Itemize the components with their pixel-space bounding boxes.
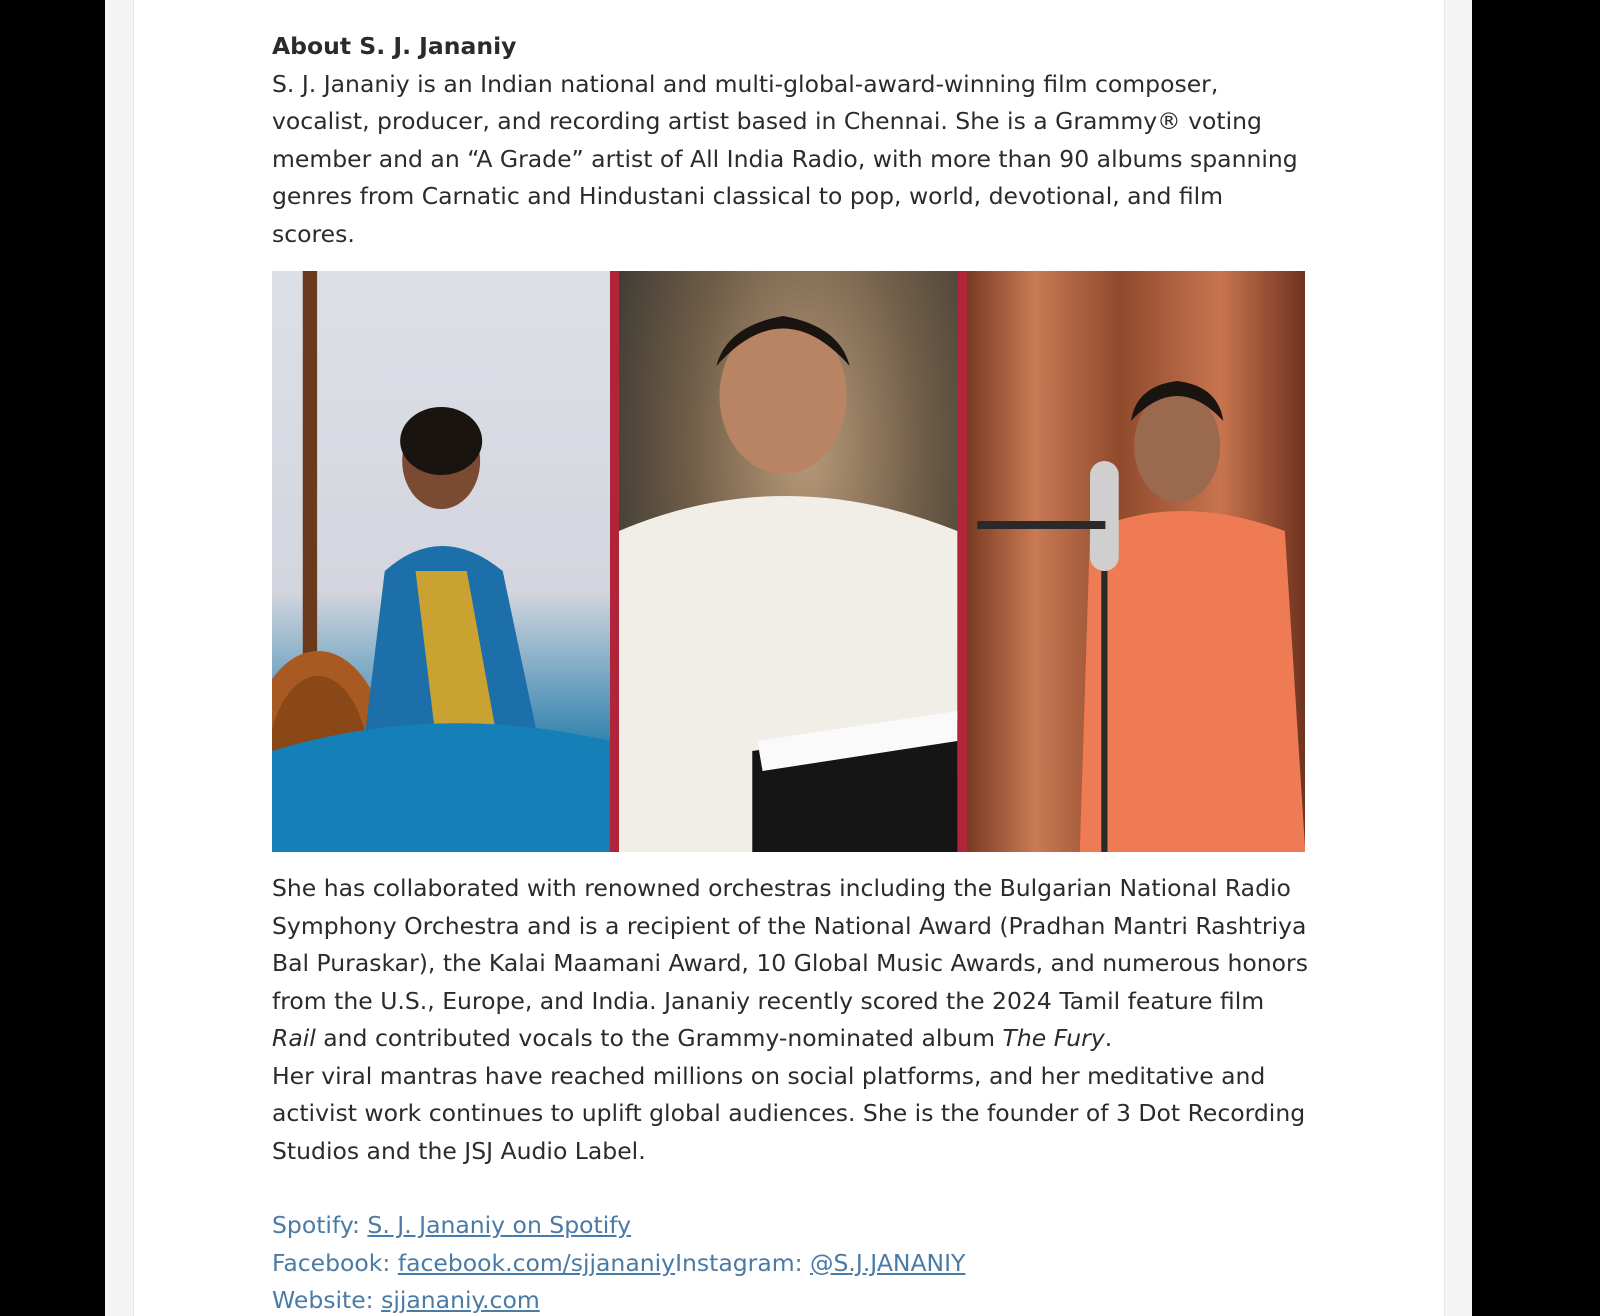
facebook-instagram-line	[272, 1245, 1312, 1283]
page-background	[105, 0, 1472, 1316]
bio-paragraph	[272, 870, 1312, 1058]
tanpura-portrait-illustration	[272, 271, 610, 852]
facebook-link[interactable]: facebook.com/sjjananiy	[397, 1248, 676, 1277]
film-title: Rail	[272, 1024, 316, 1052]
facebook-label: Facebook:	[272, 1248, 398, 1277]
website-line	[272, 1282, 1312, 1316]
article-card	[133, 0, 1445, 1316]
photo-collage	[272, 271, 1305, 852]
bio-text-part3: .	[1104, 1024, 1113, 1052]
instagram-label: Instagram:	[675, 1248, 811, 1277]
intro-paragraph: S. J. Jananiy is an Indian national and multi-global-award-winning film composer, vocalist, producer, and recording artist based in Chennai. She is a Grammy® voting member and an “A Grade” artist of All India Radio, with more than 90 albums spanning genres from Carnatic and Hindustani classical to pop, world, devotional, and film scores.	[272, 69, 1298, 248]
spotify-label: Spotify:	[272, 1211, 368, 1239]
photo-at-microphone	[967, 271, 1305, 852]
photo-at-keyboard	[619, 271, 957, 852]
spotify-link[interactable]: S. J. Jananiy on Spotify	[367, 1211, 632, 1239]
photo-with-tanpura	[272, 271, 610, 852]
album-title: The Fury	[1002, 1024, 1105, 1052]
article-content	[272, 28, 1312, 1316]
bio-text-part2: and contributed vocals to the Grammy-nominated album	[315, 1024, 1003, 1052]
links-section	[272, 1207, 1312, 1316]
article-heading: About S. J. Jananiy	[272, 32, 517, 60]
website-label: Website:	[272, 1286, 382, 1314]
microphone-portrait-illustration	[967, 271, 1305, 852]
website-link[interactable]: sjjananiy.com	[381, 1286, 540, 1314]
bio-text-part1: She has collaborated with renowned orchestras including the Bulgarian National Radio Symphony Orchestra and is a recipient of the National Award (Pradhan Mantri Rashtriya Bal Puraskar), the Kalai Maamani Award, 10 Global Music Awards, and numerous honors from the U.S., Europe, and India. Jananiy recently scored the 2024 Tamil feature film	[272, 874, 1308, 1015]
bio-paragraph-2: Her viral mantras have reached millions on social platforms, and her meditative and activist work continues to uplift global audiences. She is the founder of 3 Dot Recording Studios and the JSJ Audio Label.	[272, 1061, 1306, 1165]
spotify-line	[272, 1207, 1312, 1245]
instagram-link[interactable]: @S.J.JANANIY	[810, 1248, 966, 1277]
keyboard-portrait-illustration	[619, 271, 957, 852]
